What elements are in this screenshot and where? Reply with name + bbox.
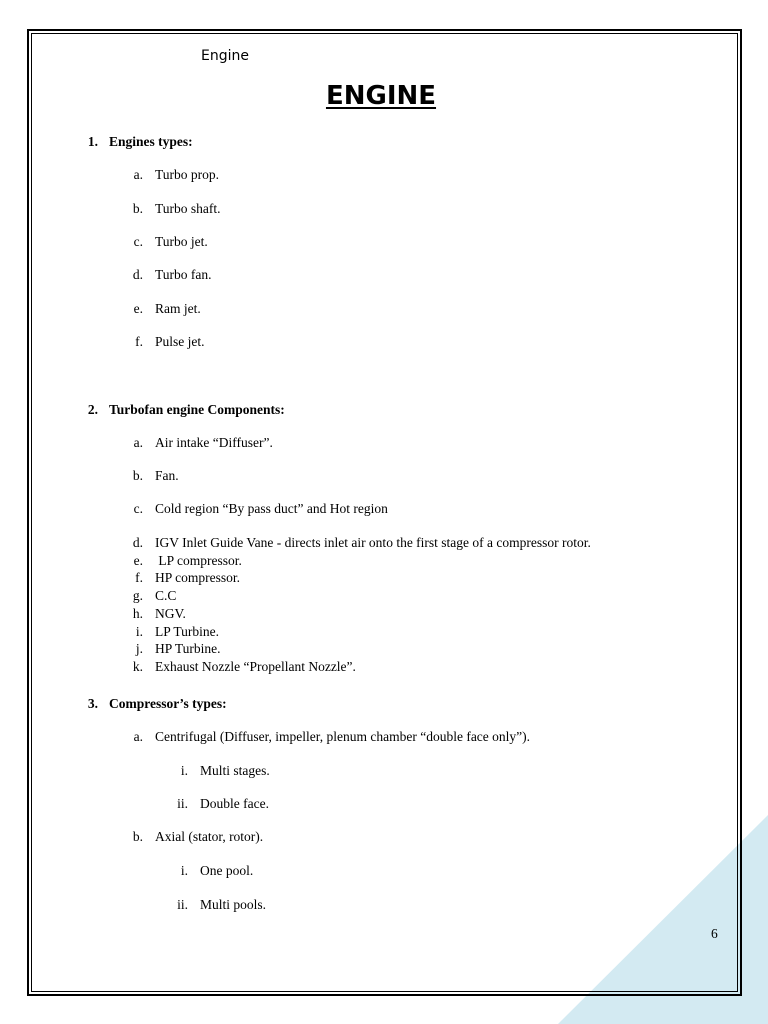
list-text: LP Turbine. [155, 624, 220, 639]
section-number: 1. [87, 134, 98, 149]
page-number: 6 [711, 926, 718, 941]
list-text: C.C [155, 588, 177, 603]
list-text: Turbo shaft. [155, 201, 221, 216]
list-marker: b. [132, 201, 143, 216]
list-marker: i. [180, 763, 188, 778]
list-text: Turbo jet. [155, 234, 208, 249]
list-marker: c. [133, 501, 143, 516]
list-marker: c. [133, 234, 143, 249]
running-header: Engine [201, 48, 249, 64]
list-marker: b. [132, 468, 143, 483]
list-marker: ii. [177, 796, 188, 811]
list-text: IGV Inlet Guide Vane - directs inlet air onto the first stage of a compressor rotor. [155, 535, 591, 550]
list-text: One pool. [200, 863, 254, 878]
list-marker: i. [135, 624, 143, 639]
list-text: Pulse jet. [155, 334, 205, 349]
list-text: HP compressor. [155, 570, 240, 585]
list-marker: e. [133, 301, 143, 316]
section-title: Engines types: [109, 134, 193, 149]
list-marker: f. [135, 570, 143, 585]
list-text: Axial (stator, rotor). [155, 829, 264, 844]
list-text: LP compressor. [155, 553, 242, 568]
list-text: Ram jet. [155, 301, 201, 316]
list-text: Turbo prop. [155, 167, 220, 182]
section-number: 2. [87, 402, 98, 417]
list-text: Double face. [200, 796, 269, 811]
section-title: Compressor’s types: [109, 696, 227, 711]
list-text: Multi stages. [200, 763, 270, 778]
page-title: ENGINE [325, 81, 437, 111]
list-marker: g. [132, 588, 143, 603]
list-marker: k. [132, 659, 143, 674]
list-marker: a. [133, 435, 143, 450]
list-text: Turbo fan. [155, 267, 212, 282]
list-text: Air intake “Diffuser”. [155, 435, 273, 450]
list-text: Centrifugal (Diffuser, impeller, plenum chamber “double face only”). [155, 729, 531, 744]
list-text: HP Turbine. [155, 641, 221, 656]
list-marker: e. [133, 553, 143, 568]
list-marker: a. [133, 729, 143, 744]
list-marker: a. [133, 167, 143, 182]
list-marker: d. [132, 267, 143, 282]
list-marker: i. [180, 863, 188, 878]
list-marker: j. [135, 641, 143, 656]
list-marker: h. [132, 606, 143, 621]
list-text: Fan. [155, 468, 179, 483]
list-marker: f. [135, 334, 143, 349]
section-title: Turbofan engine Components: [109, 402, 285, 417]
list-text: Multi pools. [200, 897, 267, 912]
list-text: NGV. [155, 606, 186, 621]
list-text: Exhaust Nozzle “Propellant Nozzle”. [155, 659, 356, 674]
section-number: 3. [87, 696, 98, 711]
list-marker: b. [132, 829, 143, 844]
list-marker: d. [132, 535, 143, 550]
list-marker: ii. [177, 897, 188, 912]
list-text: Cold region “By pass duct” and Hot region [155, 501, 388, 516]
